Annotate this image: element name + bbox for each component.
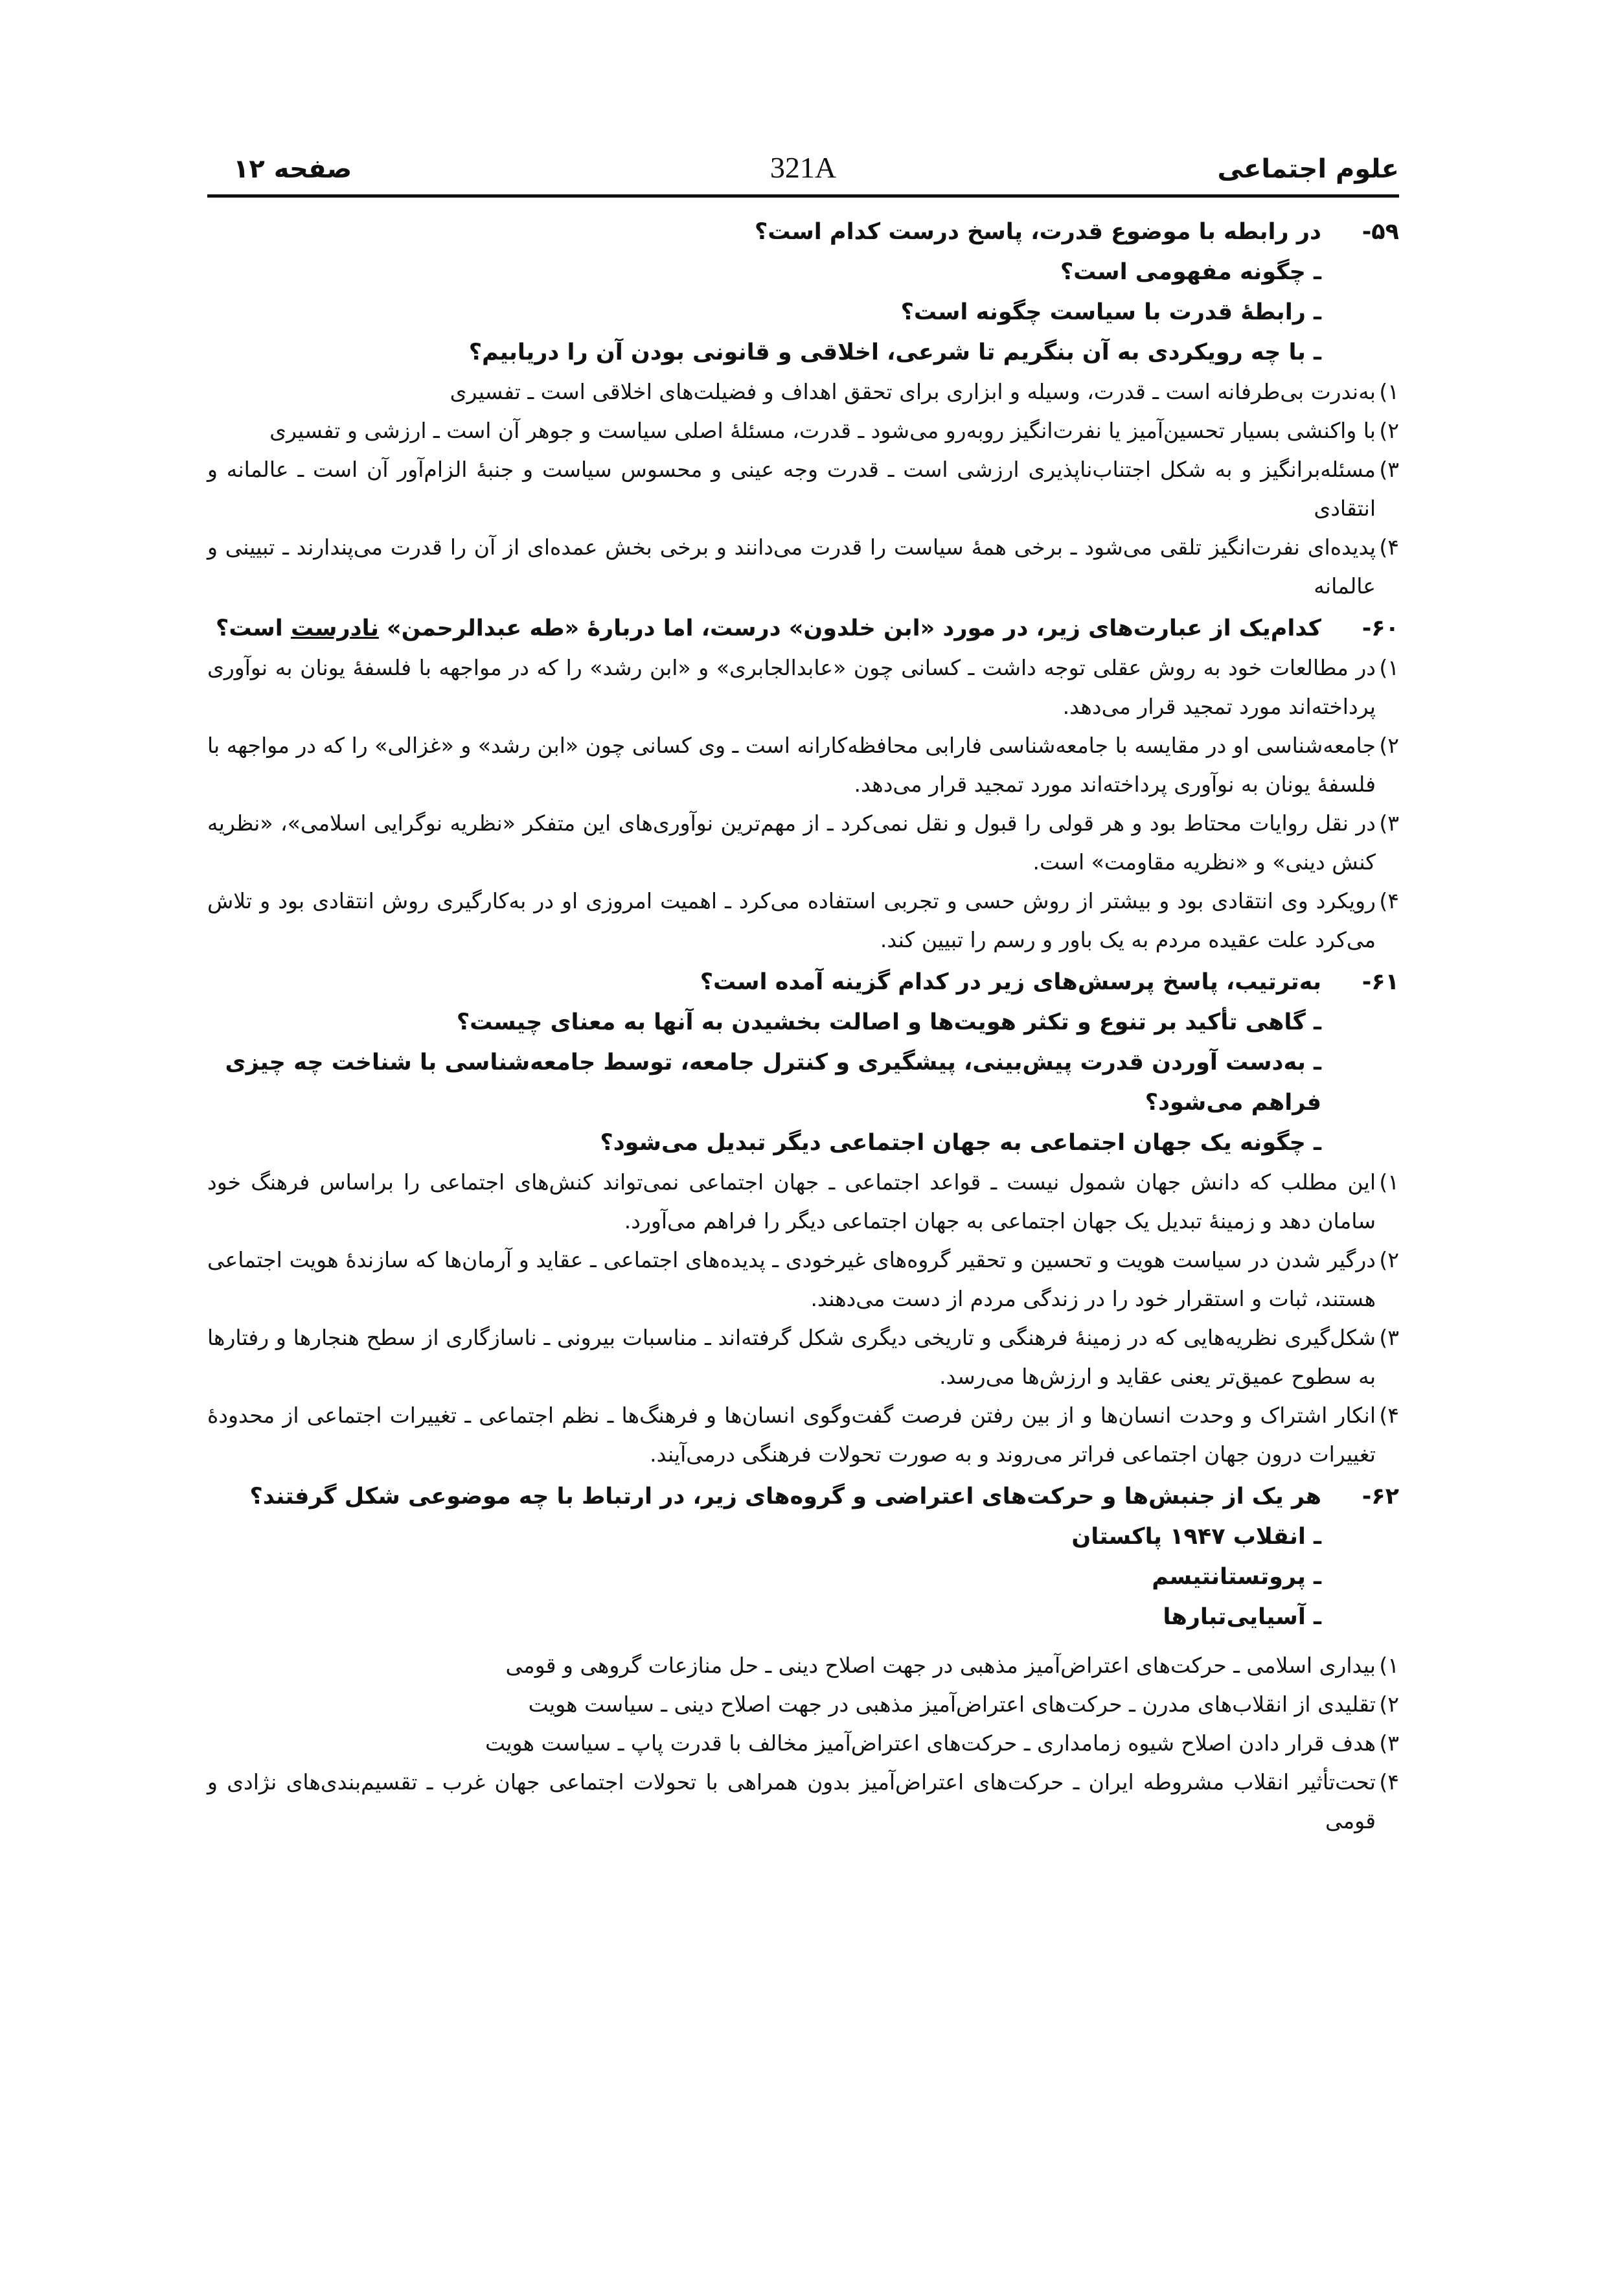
booklet-code: 321A: [769, 151, 837, 184]
option-number: ۲): [1379, 1247, 1399, 1272]
question-stem: [207, 212, 1399, 252]
option-text: شکل‌گیری نظریه‌هایی که در زمینهٔ فرهنگی و تاریخی دیگری شکل گرفته‌اند ـ مناسبات بیرونی ـ ناسازگاری از سطح هنجارها و رفتارها به سطوح عمیق‌تر یعنی عقاید و ارزش‌ها می‌رسد.: [207, 1325, 1376, 1389]
answer-option-4[interactable]: [207, 1763, 1399, 1841]
answer-option-2[interactable]: [207, 1685, 1399, 1724]
question-59: [207, 212, 1399, 606]
question-stem: [207, 608, 1399, 649]
option-text: رویکرد وی انتقادی بود و بیشتر از روش حسی و تجربی استفاده می‌کرد ـ اهمیت امروزی او در به‌کارگیری روش انتقادی بود و تلاش می‌کرد علت عقیده مردم به یک باور و رسم را تبیین کند.: [207, 888, 1376, 952]
page-number: صفحه ۱۲: [233, 154, 352, 184]
option-number: ۱): [1379, 379, 1399, 404]
option-number: ۴): [1379, 1769, 1399, 1795]
answer-option-3[interactable]: [207, 1318, 1399, 1396]
option-text: با واکنشی بسیار تحسین‌آمیز یا نفرت‌انگیز روبه‌رو می‌شود ـ قدرت، مسئلهٔ اصلی سیاست و جوهر آن است ـ ارزشی و تفسیری: [269, 418, 1376, 443]
sub-question: ـ با چه رویکردی به آن بنگریم تا شرعی، اخلاقی و قانونی بودن آن را دریابیم؟: [468, 339, 1321, 365]
option-number: ۲): [1379, 733, 1399, 758]
answer-option-3[interactable]: [207, 450, 1399, 528]
spacer: [207, 1637, 1399, 1646]
question-text: کدام‌یک از عبارت‌های زیر، در مورد «ابن خلدون» درست، اما دربارهٔ «طه عبدالرحمن»: [378, 615, 1321, 641]
answer-option-2[interactable]: [207, 1241, 1399, 1318]
option-number: ۴): [1379, 534, 1399, 560]
sub-question: ـ رابطهٔ قدرت با سیاست چگونه است؟: [900, 299, 1321, 325]
option-text: پدیده‌ای نفرت‌انگیز تلقی می‌شود ـ برخی همهٔ سیاست را قدرت می‌دانند و برخی بخش عمده‌ای از آن را قدرت می‌پندارند ـ تبیینی و عالمانه: [207, 534, 1376, 599]
subject-title: علوم اجتماعی: [1217, 154, 1399, 184]
option-number: ۱): [1379, 655, 1399, 680]
option-text: به‌ندرت بی‌طرفانه است ـ قدرت، وسیله و ابزاری برای تحقق اهداف و فضیلت‌های اخلاقی است ـ تفسیری: [450, 379, 1376, 404]
option-number: ۳): [1379, 457, 1399, 482]
question-text: در رابطه با موضوع قدرت، پاسخ درست کدام است؟: [754, 219, 1321, 245]
option-text: هدف قرار دادن اصلاح شیوه زمامداری ـ حرکت‌های اعتراض‌آمیز مخالف با قدرت پاپ ـ سیاست هویت: [485, 1730, 1376, 1756]
sub-question: ـ به‌دست آوردن قدرت پیش‌بینی، پیشگیری و کنترل جامعه، توسط جامعه‌شناسی با شناخت چه چیزی فراهم می‌شود؟: [225, 1050, 1321, 1116]
sub-question: ـ انقلاب ۱۹۴۷ پاکستان: [1071, 1524, 1321, 1550]
questions-container: [207, 212, 1399, 1841]
sub-question: ـ پروتستانتیسم: [1152, 1564, 1321, 1590]
option-text: در مطالعات خود به روش عقلی توجه داشت ـ کسانی چون «عابدالجابری» و «ابن رشد» را که در مواجهه با فلسفهٔ یونان به نوآوری پرداخته‌اند مورد تمجید قرار می‌دهد.: [207, 655, 1376, 719]
option-number: ۳): [1379, 1730, 1399, 1756]
sub-question: ـ چگونه یک جهان اجتماعی به جهان اجتماعی دیگر تبدیل می‌شود؟: [600, 1130, 1321, 1156]
option-number: ۲): [1379, 1692, 1399, 1717]
answer-option-1[interactable]: [207, 649, 1399, 726]
option-number: ۱): [1379, 1169, 1399, 1195]
question-stem: [207, 1476, 1399, 1517]
option-text: در نقل روایات محتاط بود و هر قولی را قبول و نقل نمی‌کرد ـ از مهم‌ترین نوآوری‌های این متفکر «نظریه نوگرایی اسلامی»، «نظریه کنش دینی» و «نظریه مقاومت» است.: [207, 810, 1376, 875]
question-62: [207, 1476, 1399, 1841]
question-number: ۵۹-: [1362, 219, 1399, 245]
option-text: انکار اشتراک و وحدت انسان‌ها و از بین رفتن فرصت گفت‌وگوی انسان‌ها و فرهنگ‌ها ـ نظم اجتماعی ـ تغییرات اجتماعی از محدودهٔ تغییرات درون جهان اجتماعی فراتر می‌روند و به صورت تحولات فرهنگی درمی‌آیند.: [207, 1403, 1376, 1467]
option-text: درگیر شدن در سیاست هویت و تحسین و تحقیر گروه‌های غیرخودی ـ پدیده‌های اجتماعی ـ عقاید و آرمان‌ها که سازندهٔ هویت اجتماعی هستند، ثبات و استقرار خود را در زندگی مردم از دست می‌دهند.: [207, 1247, 1376, 1311]
question-text: هر یک از جنبش‌ها و حرکت‌های اعتراضی و گروه‌های زیر، در ارتباط با چه موضوعی شکل گرفتند؟: [249, 1484, 1321, 1510]
page-header: [207, 143, 1399, 198]
answer-option-3[interactable]: [207, 1724, 1399, 1763]
underlined-keyword: نادرست: [291, 615, 379, 641]
option-number: ۲): [1379, 418, 1399, 443]
answer-option-4[interactable]: [207, 882, 1399, 959]
answer-option-1[interactable]: [207, 1646, 1399, 1685]
question-text-end: است؟: [216, 615, 291, 641]
sub-question: ـ چگونه مفهومی است؟: [1060, 259, 1321, 285]
question-text: به‌ترتیب، پاسخ پرسش‌های زیر در کدام گزینه آمده است؟: [700, 969, 1321, 995]
answer-option-2[interactable]: [207, 726, 1399, 804]
question-number: ۶۰-: [1362, 615, 1399, 641]
option-text: مسئله‌برانگیز و به شکل اجتناب‌ناپذیری ارزشی است ـ قدرت وجه عینی و محسوس سیاست و جنبهٔ الزام‌آور آن است ـ عالمانه و انتقادی: [207, 457, 1376, 521]
option-number: ۱): [1379, 1653, 1399, 1678]
sub-question: ـ آسیایی‌تبارها: [1163, 1604, 1321, 1630]
option-text: تحت‌تأثیر انقلاب مشروطه ایران ـ حرکت‌های اعتراض‌آمیز بدون همراهی با تحولات اجتماعی جهان غرب ـ تقسیم‌بندی‌های نژادی و قومی: [207, 1769, 1376, 1833]
option-number: ۳): [1379, 810, 1399, 836]
option-text: جامعه‌شناسی او در مقایسه با جامعه‌شناسی فارابی محافظه‌کارانه است ـ وی کسانی چون «ابن رشد» و «غزالی» را که در مواجهه با فلسفهٔ یونان به نوآوری پرداخته‌اند مورد تمجید قرار می‌دهد.: [207, 733, 1376, 797]
question-stem: [207, 962, 1399, 1002]
question-60: [207, 608, 1399, 959]
answer-option-4[interactable]: [207, 1396, 1399, 1474]
answer-option-1[interactable]: [207, 373, 1399, 411]
question-number: ۶۱-: [1362, 969, 1399, 995]
answer-option-4[interactable]: [207, 528, 1399, 606]
answer-option-2[interactable]: [207, 411, 1399, 450]
question-number: ۶۲-: [1362, 1484, 1399, 1510]
option-text: این مطلب که دانش جهان شمول نیست ـ قواعد اجتماعی ـ جهان اجتماعی نمی‌تواند کنش‌های اجتماعی را براساس فرهنگ خود سامان دهد و زمینهٔ تبدیل یک جهان اجتماعی به جهان اجتماعی دیگر را فراهم می‌آورد.: [207, 1169, 1376, 1234]
option-text: تقلیدی از انقلاب‌های مدرن ـ حرکت‌های اعتراض‌آمیز مذهبی در جهت اصلاح دینی ـ سیاست هویت: [528, 1692, 1376, 1717]
question-61: [207, 962, 1399, 1474]
option-number: ۴): [1379, 888, 1399, 913]
answer-option-3[interactable]: [207, 804, 1399, 882]
option-number: ۴): [1379, 1403, 1399, 1428]
exam-page: [207, 143, 1399, 2216]
option-number: ۳): [1379, 1325, 1399, 1350]
option-text: بیداری اسلامی ـ حرکت‌های اعتراض‌آمیز مذهبی در جهت اصلاح دینی ـ حل منازعات گروهی و قومی: [505, 1653, 1376, 1678]
sub-question: ـ گاهی تأکید بر تنوع و تکثر هویت‌ها و اصالت بخشیدن به آنها به معنای چیست؟: [456, 1009, 1321, 1035]
answer-option-1[interactable]: [207, 1163, 1399, 1241]
